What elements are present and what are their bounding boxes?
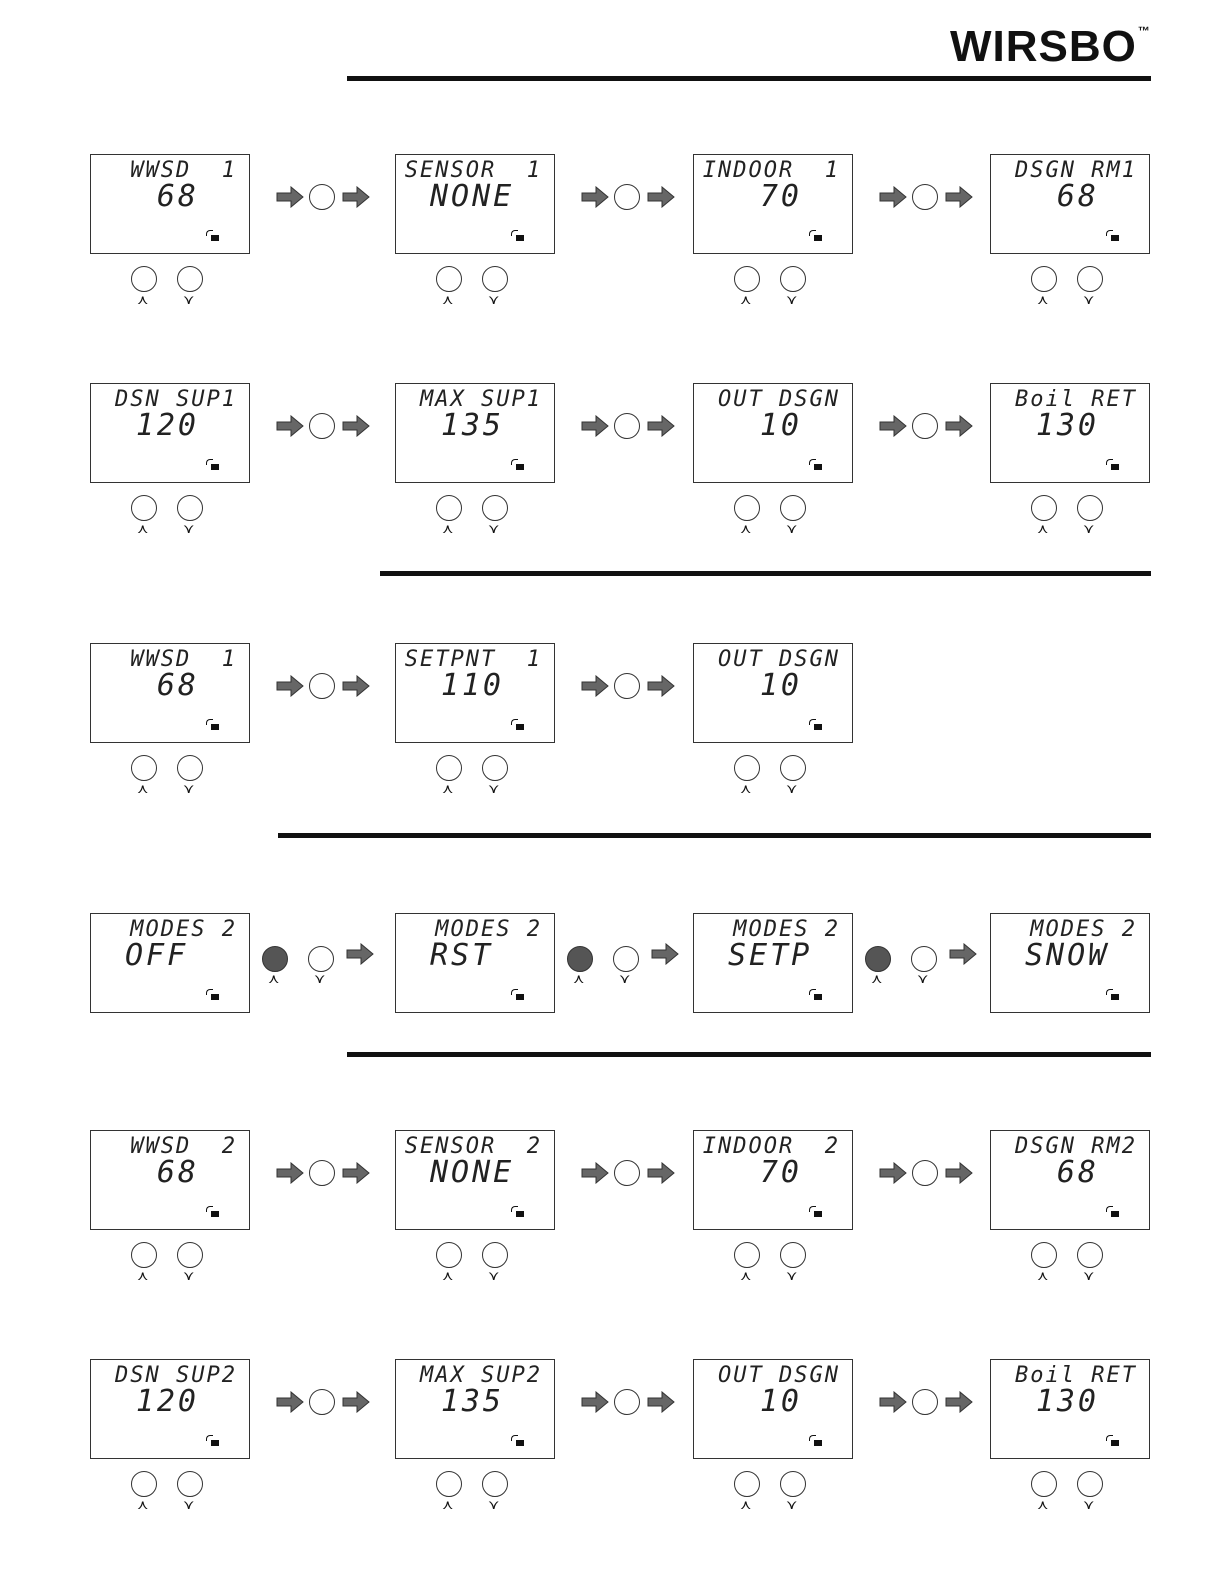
down-caret-icon: ⋎ bbox=[183, 1498, 195, 1513]
lcd-parameter-label: INDOOR 1 bbox=[702, 158, 840, 183]
lcd-value: 130 bbox=[1035, 408, 1099, 443]
item-button[interactable] bbox=[614, 413, 640, 439]
lock-icon bbox=[516, 724, 524, 730]
up-caret-icon: ⋏ bbox=[442, 293, 454, 308]
lcd-parameter-label: MODES 2 bbox=[130, 917, 237, 942]
lcd-parameter-label: DSN SUP1 bbox=[115, 387, 237, 412]
down-caret-icon: ⋎ bbox=[488, 782, 500, 797]
up-caret-icon: ⋏ bbox=[442, 1269, 454, 1284]
up-caret-icon: ⋏ bbox=[137, 782, 149, 797]
down-caret-icon: ⋎ bbox=[1083, 522, 1095, 537]
up-caret-icon: ⋏ bbox=[442, 782, 454, 797]
item-button[interactable] bbox=[912, 184, 938, 210]
lock-icon bbox=[1111, 464, 1119, 470]
up-caret-icon: ⋏ bbox=[740, 522, 752, 537]
lcd-display bbox=[990, 1130, 1150, 1230]
right-arrow-icon bbox=[276, 415, 304, 437]
right-arrow-icon bbox=[346, 943, 374, 965]
lcd-value: 10 bbox=[759, 408, 802, 443]
section-divider bbox=[380, 571, 1151, 576]
right-arrow-icon bbox=[276, 675, 304, 697]
up-caret-icon: ⋏ bbox=[1037, 522, 1049, 537]
up-caret-icon: ⋏ bbox=[573, 972, 585, 987]
up-caret-icon: ⋏ bbox=[740, 1498, 752, 1513]
lcd-display bbox=[693, 154, 853, 254]
lock-icon bbox=[516, 235, 524, 241]
down-caret-icon: ⋎ bbox=[1083, 1269, 1095, 1284]
up-caret-icon: ⋏ bbox=[740, 782, 752, 797]
down-button[interactable] bbox=[1077, 495, 1103, 521]
down-button[interactable] bbox=[780, 495, 806, 521]
lcd-value: SETP bbox=[728, 938, 813, 973]
up-caret-icon: ⋏ bbox=[137, 293, 149, 308]
lcd-value: OFF bbox=[125, 938, 189, 973]
up-caret-icon: ⋏ bbox=[1037, 1269, 1049, 1284]
right-arrow-icon bbox=[647, 1162, 675, 1184]
right-arrow-icon bbox=[342, 1162, 370, 1184]
lcd-display bbox=[395, 154, 555, 254]
lock-icon bbox=[211, 724, 219, 730]
lcd-display bbox=[990, 913, 1150, 1013]
up-button[interactable] bbox=[131, 495, 157, 521]
down-caret-icon: ⋎ bbox=[183, 522, 195, 537]
up-button[interactable] bbox=[865, 946, 891, 972]
item-button[interactable] bbox=[912, 413, 938, 439]
lock-icon bbox=[814, 1440, 822, 1446]
lcd-parameter-label: OUT DSGN bbox=[718, 387, 840, 412]
lcd-value: 130 bbox=[1035, 1384, 1099, 1419]
lcd-display bbox=[395, 913, 555, 1013]
up-button[interactable] bbox=[436, 1471, 462, 1497]
item-button[interactable] bbox=[309, 1160, 335, 1186]
lcd-display bbox=[693, 1359, 853, 1459]
down-caret-icon: ⋎ bbox=[488, 522, 500, 537]
lock-icon bbox=[516, 1440, 524, 1446]
right-arrow-icon bbox=[647, 675, 675, 697]
up-button[interactable] bbox=[567, 946, 593, 972]
down-caret-icon: ⋎ bbox=[786, 1269, 798, 1284]
section-divider bbox=[347, 76, 1151, 81]
lcd-display bbox=[693, 913, 853, 1013]
lcd-parameter-label: WWSD 1 bbox=[130, 647, 237, 672]
lcd-value: 68 bbox=[156, 668, 199, 703]
lcd-parameter-label: Boil RET bbox=[1015, 387, 1137, 412]
up-button[interactable] bbox=[734, 1242, 760, 1268]
lcd-parameter-label: WWSD 1 bbox=[130, 158, 237, 183]
lock-icon bbox=[211, 1440, 219, 1446]
down-button[interactable] bbox=[1077, 266, 1103, 292]
section-divider bbox=[347, 1052, 1151, 1057]
lcd-value: 120 bbox=[135, 1384, 199, 1419]
down-button[interactable] bbox=[1077, 1242, 1103, 1268]
lcd-value: 135 bbox=[440, 1384, 504, 1419]
up-button[interactable] bbox=[436, 495, 462, 521]
lcd-display bbox=[90, 154, 250, 254]
up-caret-icon: ⋏ bbox=[137, 1269, 149, 1284]
up-caret-icon: ⋏ bbox=[442, 522, 454, 537]
lock-icon bbox=[814, 1211, 822, 1217]
lcd-parameter-label: MODES 2 bbox=[733, 917, 840, 942]
down-button[interactable] bbox=[911, 946, 937, 972]
right-arrow-icon bbox=[342, 186, 370, 208]
down-button[interactable] bbox=[780, 1471, 806, 1497]
down-button[interactable] bbox=[780, 266, 806, 292]
lcd-parameter-label: WWSD 2 bbox=[130, 1134, 237, 1159]
up-caret-icon: ⋏ bbox=[871, 972, 883, 987]
lcd-display bbox=[395, 383, 555, 483]
down-button[interactable] bbox=[482, 495, 508, 521]
right-arrow-icon bbox=[581, 1391, 609, 1413]
brand-name: WIRSBO bbox=[950, 22, 1137, 71]
right-arrow-icon bbox=[581, 1162, 609, 1184]
down-caret-icon: ⋎ bbox=[1083, 293, 1095, 308]
down-caret-icon: ⋎ bbox=[183, 782, 195, 797]
right-arrow-icon bbox=[647, 415, 675, 437]
lcd-value: 120 bbox=[135, 408, 199, 443]
lcd-display bbox=[990, 1359, 1150, 1459]
right-arrow-icon bbox=[342, 675, 370, 697]
up-button[interactable] bbox=[734, 755, 760, 781]
lcd-parameter-label: OUT DSGN bbox=[718, 647, 840, 672]
lcd-display bbox=[693, 643, 853, 743]
down-caret-icon: ⋎ bbox=[488, 293, 500, 308]
lcd-display bbox=[395, 1359, 555, 1459]
lock-icon bbox=[1111, 235, 1119, 241]
up-caret-icon: ⋏ bbox=[740, 1269, 752, 1284]
up-button[interactable] bbox=[131, 755, 157, 781]
item-button[interactable] bbox=[912, 1160, 938, 1186]
right-arrow-icon bbox=[879, 415, 907, 437]
up-caret-icon: ⋏ bbox=[442, 1498, 454, 1513]
right-arrow-icon bbox=[879, 186, 907, 208]
up-button[interactable] bbox=[734, 495, 760, 521]
item-button[interactable] bbox=[309, 184, 335, 210]
up-button[interactable] bbox=[131, 1471, 157, 1497]
lcd-parameter-label: Boil RET bbox=[1015, 1363, 1137, 1388]
lock-icon bbox=[814, 235, 822, 241]
down-caret-icon: ⋎ bbox=[488, 1498, 500, 1513]
down-button[interactable] bbox=[482, 1471, 508, 1497]
lcd-display bbox=[90, 643, 250, 743]
lcd-parameter-label: MAX SUP2 bbox=[420, 1363, 542, 1388]
lock-icon bbox=[516, 1211, 524, 1217]
item-button[interactable] bbox=[614, 673, 640, 699]
up-button[interactable] bbox=[436, 1242, 462, 1268]
up-caret-icon: ⋏ bbox=[740, 293, 752, 308]
right-arrow-icon bbox=[879, 1391, 907, 1413]
down-caret-icon: ⋎ bbox=[314, 972, 326, 987]
up-caret-icon: ⋏ bbox=[268, 972, 280, 987]
down-caret-icon: ⋎ bbox=[786, 782, 798, 797]
lcd-parameter-label: MODES 2 bbox=[435, 917, 542, 942]
lock-icon bbox=[211, 464, 219, 470]
lcd-display bbox=[990, 154, 1150, 254]
right-arrow-icon bbox=[342, 1391, 370, 1413]
right-arrow-icon bbox=[945, 1391, 973, 1413]
lcd-value: 68 bbox=[156, 1155, 199, 1190]
item-button[interactable] bbox=[309, 1389, 335, 1415]
down-button[interactable] bbox=[177, 266, 203, 292]
lcd-parameter-label: DSN SUP2 bbox=[115, 1363, 237, 1388]
lcd-value: 68 bbox=[1056, 179, 1099, 214]
lcd-display bbox=[90, 383, 250, 483]
item-button[interactable] bbox=[309, 413, 335, 439]
down-button[interactable] bbox=[177, 1471, 203, 1497]
lcd-parameter-label: MODES 2 bbox=[1030, 917, 1137, 942]
up-button[interactable] bbox=[436, 266, 462, 292]
lock-icon bbox=[516, 464, 524, 470]
right-arrow-icon bbox=[647, 186, 675, 208]
lock-icon bbox=[814, 464, 822, 470]
right-arrow-icon bbox=[276, 1391, 304, 1413]
up-button[interactable] bbox=[1031, 495, 1057, 521]
right-arrow-icon bbox=[581, 186, 609, 208]
down-button[interactable] bbox=[177, 1242, 203, 1268]
lcd-parameter-label: SENSOR 2 bbox=[404, 1134, 542, 1159]
right-arrow-icon bbox=[276, 186, 304, 208]
lcd-value: 68 bbox=[156, 179, 199, 214]
up-button[interactable] bbox=[1031, 266, 1057, 292]
down-button[interactable] bbox=[308, 946, 334, 972]
lcd-value: NONE bbox=[430, 179, 515, 214]
wirsbo-logo bbox=[950, 22, 1151, 72]
up-button[interactable] bbox=[1031, 1471, 1057, 1497]
item-button[interactable] bbox=[614, 1389, 640, 1415]
lock-icon bbox=[1111, 1440, 1119, 1446]
down-button[interactable] bbox=[482, 755, 508, 781]
up-button[interactable] bbox=[131, 1242, 157, 1268]
lcd-value: NONE bbox=[430, 1155, 515, 1190]
down-caret-icon: ⋎ bbox=[619, 972, 631, 987]
up-caret-icon: ⋏ bbox=[137, 522, 149, 537]
lcd-value: 110 bbox=[440, 668, 504, 703]
lcd-value: 70 bbox=[759, 179, 802, 214]
lcd-parameter-label: MAX SUP1 bbox=[420, 387, 542, 412]
lcd-display bbox=[90, 1130, 250, 1230]
lock-icon bbox=[211, 994, 219, 1000]
lcd-value: SNOW bbox=[1025, 938, 1110, 973]
lcd-parameter-label: INDOOR 2 bbox=[702, 1134, 840, 1159]
lcd-parameter-label: SENSOR 1 bbox=[404, 158, 542, 183]
right-arrow-icon bbox=[945, 415, 973, 437]
up-button[interactable] bbox=[734, 266, 760, 292]
right-arrow-icon bbox=[276, 1162, 304, 1184]
lcd-parameter-label: DSGN RM1 bbox=[1015, 158, 1137, 183]
lock-icon bbox=[1111, 994, 1119, 1000]
lcd-display bbox=[990, 383, 1150, 483]
down-caret-icon: ⋎ bbox=[1083, 1498, 1095, 1513]
lock-icon bbox=[1111, 1211, 1119, 1217]
lcd-value: 10 bbox=[759, 668, 802, 703]
lcd-parameter-label: OUT DSGN bbox=[718, 1363, 840, 1388]
down-button[interactable] bbox=[780, 755, 806, 781]
down-button[interactable] bbox=[780, 1242, 806, 1268]
down-caret-icon: ⋎ bbox=[183, 1269, 195, 1284]
right-arrow-icon bbox=[879, 1162, 907, 1184]
item-button[interactable] bbox=[912, 1389, 938, 1415]
lcd-display bbox=[90, 1359, 250, 1459]
down-button[interactable] bbox=[613, 946, 639, 972]
right-arrow-icon bbox=[651, 943, 679, 965]
down-caret-icon: ⋎ bbox=[917, 972, 929, 987]
lcd-value: 70 bbox=[759, 1155, 802, 1190]
right-arrow-icon bbox=[949, 943, 977, 965]
trademark-symbol: ™ bbox=[1137, 24, 1151, 38]
right-arrow-icon bbox=[945, 186, 973, 208]
down-caret-icon: ⋎ bbox=[786, 1498, 798, 1513]
right-arrow-icon bbox=[342, 415, 370, 437]
up-button[interactable] bbox=[262, 946, 288, 972]
up-caret-icon: ⋏ bbox=[137, 1498, 149, 1513]
lcd-value: 10 bbox=[759, 1384, 802, 1419]
down-caret-icon: ⋎ bbox=[786, 293, 798, 308]
down-button[interactable] bbox=[482, 266, 508, 292]
lock-icon bbox=[814, 994, 822, 1000]
down-caret-icon: ⋎ bbox=[183, 293, 195, 308]
lcd-display bbox=[90, 913, 250, 1013]
lock-icon bbox=[211, 1211, 219, 1217]
lcd-value: RST bbox=[430, 938, 494, 973]
down-button[interactable] bbox=[177, 755, 203, 781]
lock-icon bbox=[814, 724, 822, 730]
lock-icon bbox=[211, 235, 219, 241]
up-caret-icon: ⋏ bbox=[1037, 293, 1049, 308]
lcd-display bbox=[693, 1130, 853, 1230]
up-button[interactable] bbox=[734, 1471, 760, 1497]
item-button[interactable] bbox=[614, 1160, 640, 1186]
right-arrow-icon bbox=[647, 1391, 675, 1413]
down-caret-icon: ⋎ bbox=[786, 522, 798, 537]
lcd-parameter-label: DSGN RM2 bbox=[1015, 1134, 1137, 1159]
section-divider bbox=[278, 833, 1151, 838]
up-button[interactable] bbox=[436, 755, 462, 781]
lcd-value: 68 bbox=[1056, 1155, 1099, 1190]
lcd-display bbox=[693, 383, 853, 483]
up-caret-icon: ⋏ bbox=[1037, 1498, 1049, 1513]
lcd-parameter-label: SETPNT 1 bbox=[404, 647, 542, 672]
right-arrow-icon bbox=[581, 675, 609, 697]
item-button[interactable] bbox=[309, 673, 335, 699]
right-arrow-icon bbox=[581, 415, 609, 437]
lcd-display bbox=[395, 1130, 555, 1230]
lcd-value: 135 bbox=[440, 408, 504, 443]
down-caret-icon: ⋎ bbox=[488, 1269, 500, 1284]
up-button[interactable] bbox=[1031, 1242, 1057, 1268]
item-button[interactable] bbox=[614, 184, 640, 210]
lcd-display bbox=[395, 643, 555, 743]
down-button[interactable] bbox=[177, 495, 203, 521]
lock-icon bbox=[516, 994, 524, 1000]
up-button[interactable] bbox=[131, 266, 157, 292]
down-button[interactable] bbox=[1077, 1471, 1103, 1497]
right-arrow-icon bbox=[945, 1162, 973, 1184]
down-button[interactable] bbox=[482, 1242, 508, 1268]
